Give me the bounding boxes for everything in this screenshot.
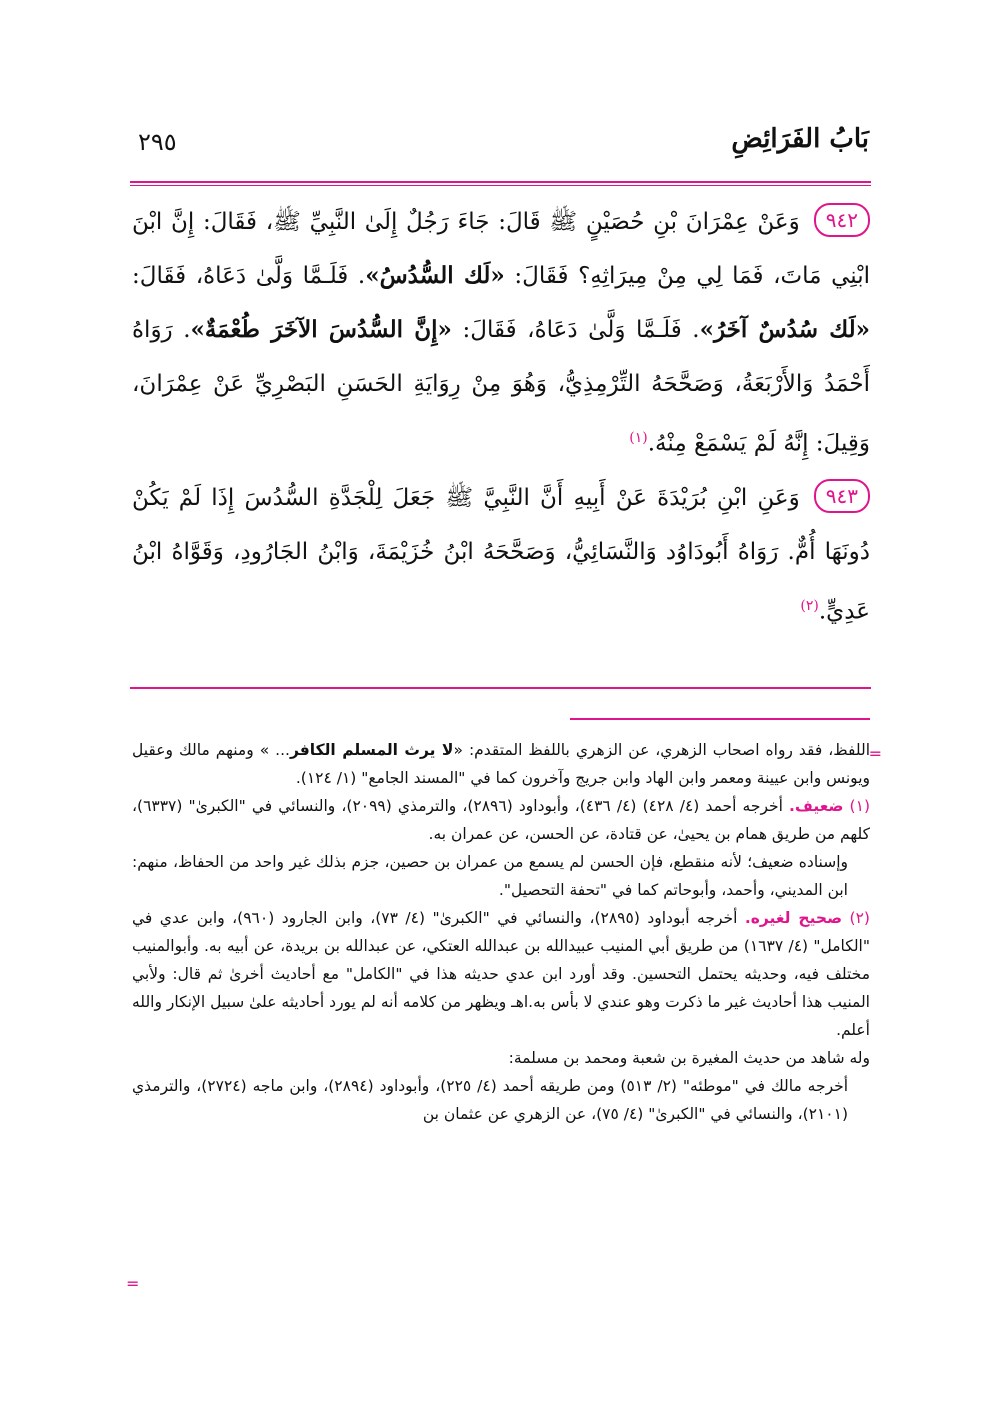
hadith-narration: . فَلَـمَّا وَلَّىٰ دَعَاهُ، فَقَالَ: [451,317,700,343]
footnotes-block [132,736,870,1128]
hadith-number-badge: ٩٤٢ [814,203,870,237]
footnote-number: (٢) [849,909,870,927]
footnote-1 [132,792,870,848]
header-rule-thin [130,185,871,186]
footnote-separator [570,718,870,720]
footnote-text: أخرجه أبوداود (٢٨٩٥)، والنسائي في "الكبرىٰ" (٤/ ٧٣)، وابن الجارود (٩٦٠)، وابن عدي في "الكامل" (٤/ ١٦٣٧) من طريق أبي المنيب عبيدالله بن عبدالله العتكي، عن عبدالله بن بريدة، عن أبيه به. وأبوالمنيب مختلف فيه، وحديثه يحتمل التحسين. وقد أورد ابن عدي حديثه هذا في "الكامل" مع أحاديث أخرىٰ ثم قال: ولأبي المنيب هذا أحاديث غير ما ذكرت وهو عندي لا بأس به.اهـ ويظهر من كلامه أنه لم يورد أحاديثه علىٰ سبيل الإنكار والله أعلم. [132,909,870,1039]
hadith-takhrij: . رَوَاهُ أَحْمَدُ وَالأَرْبَعَةُ، وَصَحَّحَهُ التِّرْمِذِيُّ، وَهُوَ مِنْ رِوَايَةِ الحَسَنِ البَصْرِيِّ عَنْ عِمْرَانَ، وَقِيلَ: إِنَّهُ لَمْ يَسْمَعْ مِنْهُ. [132,317,870,457]
continuation-mark-end: = [126,1274,140,1293]
prophet-quote: «لَك السُّدُسُ» [365,262,505,289]
hadith-intro: وَعَنْ عِمْرَانَ بْنِ حُصَيْنٍ ﷺ قَالَ: جَاءَ رَجُلٌ إِلَىٰ النَّبِيِّ ﷺ، فَقَالَ: إِنَّ ابْنَ ابْنِي مَاتَ، فَمَا لِي مِنْ مِيرَاثِهِ؟ فَقَالَ: [132,209,870,289]
text-end-rule [130,687,871,689]
header-rule [130,181,871,183]
footnote-1-para: وإسناده ضعيف؛ لأنه منقطع، فإن الحسن لم يسمع من عمران بن حصين، جزم بذلك غير واحد من الحفاظ، منهم: ابن المديني، وأحمد، وأبوحاتم كما في "تحفة التحصيل". [132,853,848,899]
chapter-title: بَابُ الفَرَائِضِ [731,124,869,154]
footnote-2-para: أخرجه مالك في "موطئه" (٢/ ٥١٣) ومن طريقه أحمد (٤/ ٢٢٥)، وأبوداود (٢٨٩٤)، وابن ماجه (٢٧٢٤)، والترمذي (٢١٠١)، والنسائي في "الكبرىٰ" (٤/ ٧٥)، عن الزهري عن عثمان بن [132,1077,849,1123]
continuation-mark: = [868,744,882,763]
footnote-text: اللفظ، فقد رواه اصحاب الزهري، عن الزهري باللفظ المتقدم: « [453,741,870,759]
footnote-ref[interactable]: (٢) [800,597,819,614]
footnote-2-para: وله شاهد من حديث المغيرة بن شعبة ومحمد بن مسلمة: [508,1049,870,1067]
footnote-continuation [132,736,870,792]
hadith-grade: صحيح لغيره. [744,909,843,927]
hadith-943 [132,471,870,639]
page-number: ٢٩٥ [138,128,177,156]
prophet-quote: «لَك سُدُسٌ آخَرُ» [699,316,870,343]
footnote-ref[interactable]: (١) [629,430,648,446]
hadith-grade: ضعيف. [789,797,844,815]
hadith-number-badge: ٩٤٣ [814,479,870,513]
quoted-hadith: لا يرث المسلم الكافر [289,741,454,759]
footnote-text: أخرجه أحمد (٤/ ٤٢٨) (٤/ ٤٣٦)، وأبوداود (٢٨٩٦)، والترمذي (٢٠٩٩)، والنسائي في "الكبرىٰ" (٦٣٣٧)، كلهم من طريق همام بن يحيىٰ، عن قتادة، عن الحسن، عن عمران به. [132,797,870,843]
prophet-quote: «إِنَّ السُّدُسَ الآخَرَ طُعْمَةٌ» [190,316,452,343]
hadith-942 [132,195,870,471]
footnote-text: ... » ومنهم مالك وعقيل ويونس وابن عيينة ومعمر وابن الهاد وابن جريج وآخرون كما في "المسند الجامع" (١/ ١٢٤). [132,741,870,787]
hadith-body: وَعَنِ ابْنِ بُرَيْدَةَ عَنْ أَبِيهِ أَنَّ النَّبِيَّ ﷺ جَعَلَ لِلْجَدَّةِ السُّدُسَ إِذَا لَمْ يَكُنْ دُونَهَا أُمٌّ. رَوَاهُ أَبُودَاوُد وَالنَّسَائِيُّ، وَصَحَّحَهُ ابْنُ خُزَيْمَةَ، وَابْنُ الجَارُودِ، وَقَوَّاهُ ابْنُ عَدِيٍّ. [132,484,870,625]
hadith-text-block [132,195,870,638]
footnote-2 [132,904,870,1044]
footnote-number: (١) [849,797,870,815]
hadith-narration: . فَلَـمَّا وَلَّىٰ دَعَاهُ، فَقَالَ: [132,263,366,289]
